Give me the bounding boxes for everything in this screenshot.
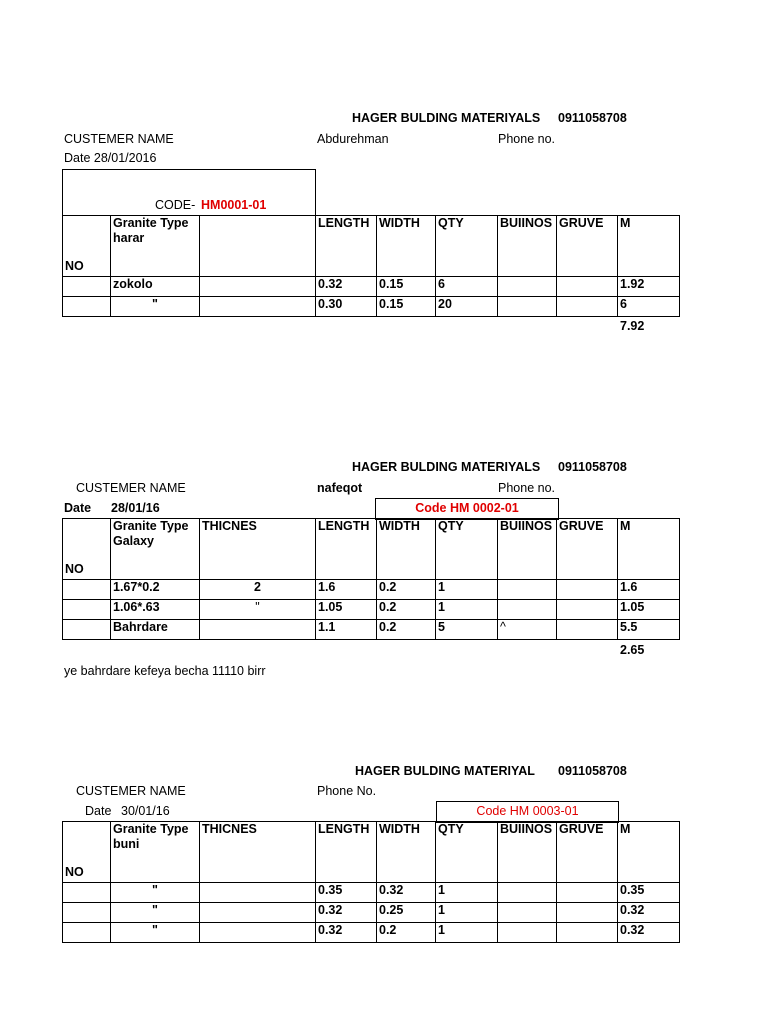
cell-granite: 1.06*.63 [111,600,200,620]
header-m: M [618,216,680,277]
cell-length: 1.6 [316,580,377,600]
cell-m: 0.32 [618,903,680,923]
cell-m: 0.32 [618,923,680,943]
cell-thicnes [200,883,316,903]
cell-granite: Bahrdare [111,620,200,640]
cell-buiinos [498,903,557,923]
cell-no [63,923,111,943]
company-phone: 0911058708 [558,764,627,778]
cell-gruve [557,277,618,297]
cell-no [63,903,111,923]
company-name: HAGER BULDING MATERIYALS [352,460,541,474]
cell-gruve [557,620,618,640]
cell-granite: " [111,903,200,923]
cell-gruve [557,883,618,903]
table-row [63,620,680,640]
header-granite-type: Granite Type [113,822,189,836]
header-granite [111,216,200,277]
date-value: 28/01/16 [111,501,160,515]
cell-buiinos [498,883,557,903]
cell-m: 0.35 [618,883,680,903]
company-name: HAGER BULDING MATERIYALS [352,111,541,125]
cell-thicnes [200,277,316,297]
cell-gruve [557,580,618,600]
company-phone: 0911058708 [558,111,627,125]
cell-width: 0.32 [377,883,436,903]
cell-width: 0.2 [377,600,436,620]
cell-buiinos [498,923,557,943]
cell-granite: 1.67*0.2 [111,580,200,600]
cell-length: 0.30 [316,297,377,317]
phone-label: Phone no. [498,481,555,495]
cell-thicnes [200,620,316,640]
cell-qty: 6 [436,277,498,297]
granite-type-name: harar [113,231,145,245]
header-width: WIDTH [377,216,436,277]
cell-m: 1.6 [618,580,680,600]
cell-length: 1.05 [316,600,377,620]
cell-buiinos [498,297,557,317]
table-row [63,903,680,923]
cell-no [63,600,111,620]
header-granite-type: Granite Type [113,216,189,230]
cell-m: 6 [618,297,680,317]
table-row [63,883,680,903]
items-table [62,518,680,640]
header-width: WIDTH [377,822,436,883]
cell-buiinos: ^ [498,620,557,640]
company-phone: 0911058708 [558,460,627,474]
cell-granite: " [111,297,200,317]
granite-type-name: Galaxy [113,534,155,548]
header-length: LENGTH [316,216,377,277]
code-label: CODE- [155,198,196,212]
header-thicnes: THICNES [200,822,316,883]
cell-qty: 1 [436,883,498,903]
customer-label: CUSTEMER NAME [76,481,186,495]
cell-width: 0.2 [377,580,436,600]
header-granite-type: Granite Type [113,519,189,533]
header-length: LENGTH [316,822,377,883]
customer-name: Abdurehman [317,132,389,146]
table-row [63,277,680,297]
cell-granite: zokolo [111,277,200,297]
cell-gruve [557,923,618,943]
cell-thicnes [200,903,316,923]
cell-no [63,580,111,600]
cell-qty: 1 [436,600,498,620]
code-value: Code HM 0002-01 [415,501,519,515]
cell-qty: 20 [436,297,498,317]
cell-no [63,620,111,640]
cell-qty: 5 [436,620,498,640]
cell-gruve [557,600,618,620]
header-buiinos: BUIINOS [498,519,557,580]
cell-gruve [557,903,618,923]
cell-buiinos [498,277,557,297]
cell-length: 0.32 [316,923,377,943]
cell-width: 0.2 [377,620,436,640]
header-m: M [618,519,680,580]
header-qty: QTY [436,519,498,580]
cell-buiinos [498,580,557,600]
cell-m: 5.5 [618,620,680,640]
header-gruve: GRUVE [557,519,618,580]
cell-no [63,297,111,317]
table-header-row [63,519,680,580]
table-row [63,580,680,600]
items-table [62,215,680,317]
invoice-total: 7.92 [620,319,645,333]
invoice-total: 2.65 [620,643,645,657]
date-label: Date [64,501,92,515]
cell-length: 1.1 [316,620,377,640]
header-width: WIDTH [377,519,436,580]
cell-thicnes [200,923,316,943]
cell-buiinos [498,600,557,620]
cell-no [63,277,111,297]
header-qty: QTY [436,216,498,277]
header-no: NO [63,519,111,580]
cell-thicnes [200,297,316,317]
phone-label: Phone No. [317,784,377,798]
cell-length: 0.35 [316,883,377,903]
customer-name: nafeqot [317,481,363,495]
header-thicnes [200,216,316,277]
items-table [62,821,680,943]
cell-thicnes: " [200,600,316,620]
cell-granite: " [111,883,200,903]
header-gruve: GRUVE [557,822,618,883]
header-granite [111,519,200,580]
cell-qty: 1 [436,580,498,600]
phone-label: Phone no. [498,132,555,146]
table-row [63,600,680,620]
header-no: NO [63,216,111,277]
header-no: NO [63,822,111,883]
cell-width: 0.2 [377,923,436,943]
date-label: Date [85,804,112,818]
cell-length: 0.32 [316,277,377,297]
company-name: HAGER BULDING MATERIYAL [355,764,535,778]
cell-width: 0.25 [377,903,436,923]
table-header-row [63,822,680,883]
cell-qty: 1 [436,923,498,943]
code-value: Code HM 0003-01 [476,804,579,818]
customer-label: CUSTEMER NAME [64,132,174,146]
invoice-note: ye bahrdare kefeya becha 11110 birr [64,664,266,678]
header-length: LENGTH [316,519,377,580]
cell-granite: " [111,923,200,943]
header-qty: QTY [436,822,498,883]
cell-width: 0.15 [377,277,436,297]
header-gruve: GRUVE [557,216,618,277]
header-granite [111,822,200,883]
header-thicnes: THICNES [200,519,316,580]
table-row [63,923,680,943]
cell-m: 1.05 [618,600,680,620]
cell-m: 1.92 [618,277,680,297]
header-buiinos: BUIINOS [498,216,557,277]
table-header-row [63,216,680,277]
date-value: 30/01/16 [121,804,170,818]
granite-type-name: buni [113,837,140,851]
cell-length: 0.32 [316,903,377,923]
customer-label: CUSTEMER NAME [76,784,186,798]
cell-qty: 1 [436,903,498,923]
code-value: HM0001-01 [201,198,267,212]
table-row [63,297,680,317]
header-buiinos: BUIINOS [498,822,557,883]
cell-thicnes: 2 [200,580,316,600]
header-m: M [618,822,680,883]
invoice-date: Date 28/01/2016 [64,151,157,165]
cell-no [63,883,111,903]
cell-gruve [557,297,618,317]
cell-width: 0.15 [377,297,436,317]
